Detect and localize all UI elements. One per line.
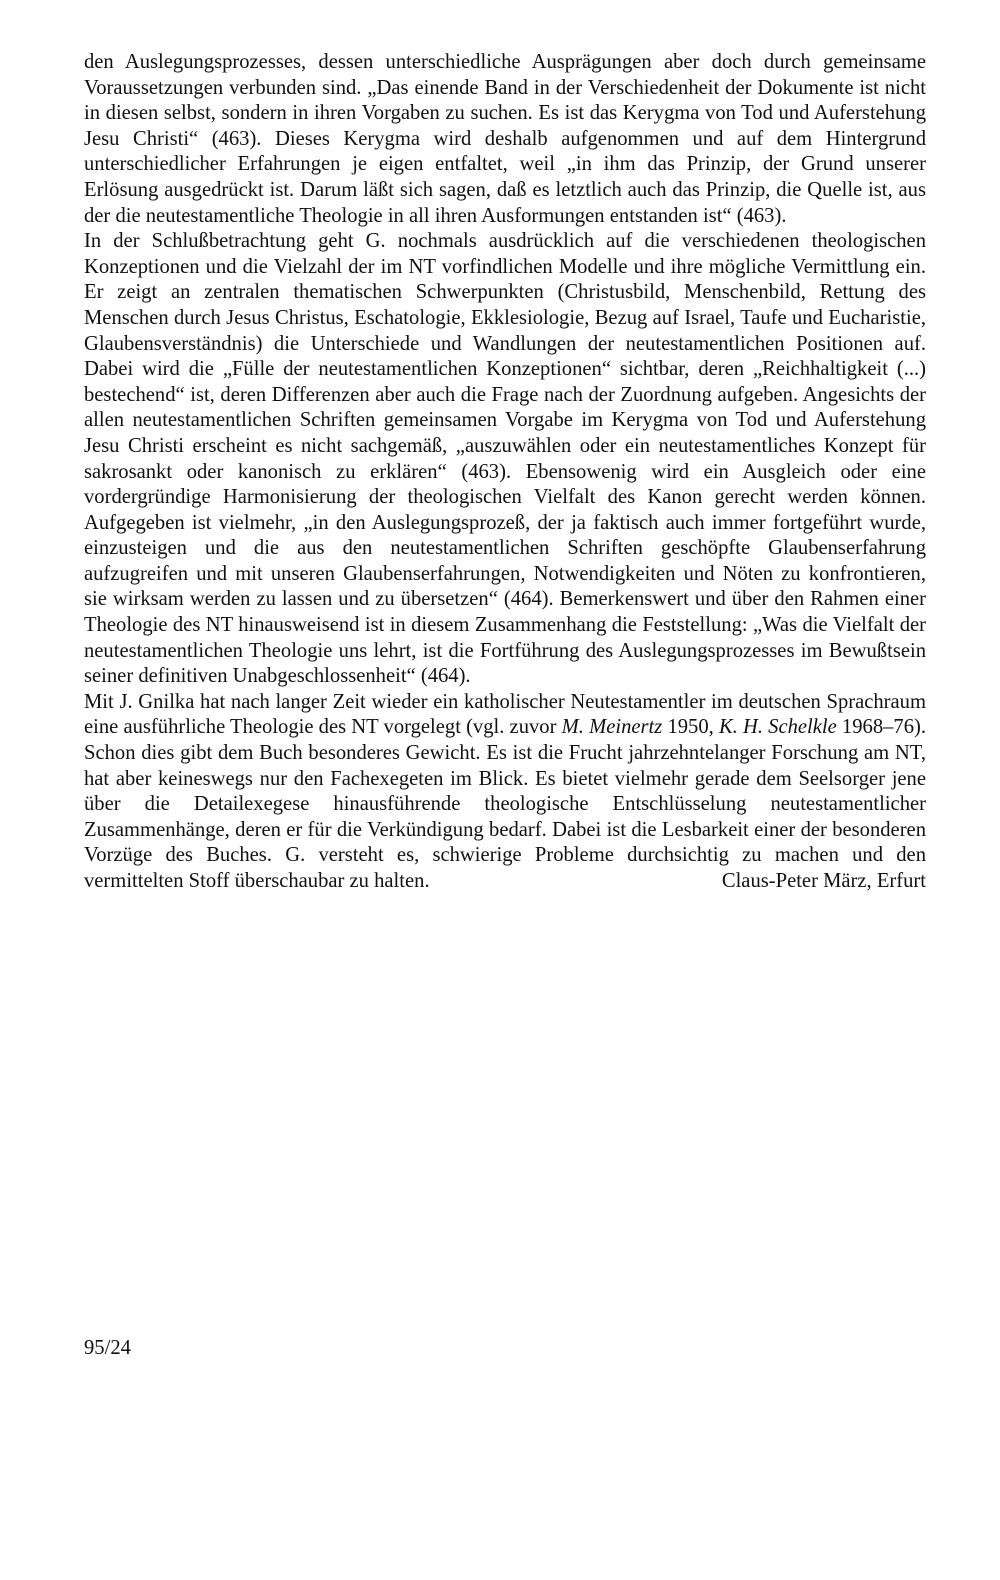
article-body <box>84 50 926 895</box>
reference-meinertz: M. Meinertz <box>561 716 663 739</box>
paragraph-1: den Auslegungsprozesses, dessen unterschiedliche Ausprägungen aber doch durch gemeinsame Voraussetzungen verbunden sind. „Das einende Band in der Verschiedenheit der Dokumente ist nicht in diesen selbst, sondern in ihren Vorgaben zu suchen. Es ist das Kerygma von Tod und Auferstehung Jesu Christi“ (463). Dieses Kerygma wird deshalb aufgenommen und auf dem Hintergrund unterschiedlicher Erfahrungen je eigen entfaltet, weil „in ihm das Prinzip, der Grund unserer Erlösung ausgedrückt ist. Darum läßt sich sagen, daß es letztlich auch das Prinzip, die Quelle ist, aus der die neutestamentliche Theologie in all ihren Ausformungen entstanden ist“ (463). <box>84 51 926 227</box>
reference-schelkle: K. H. Schelkle <box>718 716 837 739</box>
paragraph-3-text-a: Mit J. Gnilka hat nach langer Zeit wieder ein katholischer Neutestamentler im deutschen Sprachraum eine ausführliche Theologie des NT vorgelegt (vgl. zuvor <box>84 690 926 739</box>
paragraph-2: In der Schlußbetrachtung geht G. nochmals ausdrücklich auf die verschiedenen theologischen Konzeptionen und die Vielzahl der im NT vorfindlichen Modelle und ihre mögliche Vermittlung ein. Er zeigt an zentralen thematischen Schwerpunkten (Christusbild, Menschenbild, Rettung des Menschen durch Jesus Christus, Eschatologie, Ekklesiologie, Bezug auf Israel, Taufe und Eucharistie, Glaubensverständnis) die Unterschiede und Wandlungen der neutestamentlichen Positionen auf. Dabei wird die „Fülle der neutestamentlichen Konzeptionen“ sichtbar, deren „Reichhaltigkeit (...) bestechend“ ist, deren Differenzen aber auch die Frage nach der Zuordnung aufgeben. Angesichts der allen neutestamentlichen Schriften gemeinsamen Vorgabe im Kerygma von Tod und Auferstehung Jesu Christi erscheint es nicht sachgemäß, „auszuwählen oder ein neutestamentliches Konzept für sakrosankt oder kanonisch zu erklären“ (463). Ebensowenig wird ein Ausgleich oder eine vordergründige Harmonisierung der theologischen Vielfalt des Kanon gerecht werden können. Aufgegeben ist vielmehr, „in den Auslegungsprozeß, der ja faktisch auch immer fortgeführt wurde, einzusteigen und die aus den neutestamentlichen Schriften geschöpfte Glaubenserfahrung aufzugreifen und mit unseren Glaubenserfahrungen, Notwendigkeiten und Nöten zu konfrontieren, sie wirksam werden zu lassen und zu übersetzen“ (464). Bemerkenswert und über den Rahmen einer Theologie des NT hinausweisend ist in diesem Zusammenhang die Feststellung: „Was die Vielfalt der neutestamentlichen Theologie uns lehrt, ist die Fortführung des Auslegungsprozesses im Bewußtsein seiner definitiven Unabgeschlossenheit“ (464). <box>84 230 926 688</box>
paragraph-3-text-c: 1968–76). Schon dies gibt dem Buch besonderes Gewicht. Es ist die Frucht jahrzehntelanger Forschung am NT, hat aber keineswegs nur den Fachexegeten im Blick. Es bietet vielmehr gerade dem Seelsorger jene über die Detailexegese hinausführende theologische Entschlüsselung neutestamentlicher Zusammenhänge, deren er für die Verkündigung bedarf. Dabei ist die Lesbarkeit einer der besonderen Vorzüge des Buches. G. versteht es, schwierige Probleme durchsichtig zu machen und den vermittelten Stoff überschaubar zu halten. <box>84 716 927 892</box>
paragraph-3-text-b: 1950, <box>662 716 719 739</box>
paragraph-3 <box>84 690 926 895</box>
reviewer-signature: Claus-Peter März, Erfurt <box>721 870 926 892</box>
page-number: 95/24 <box>84 1337 131 1359</box>
